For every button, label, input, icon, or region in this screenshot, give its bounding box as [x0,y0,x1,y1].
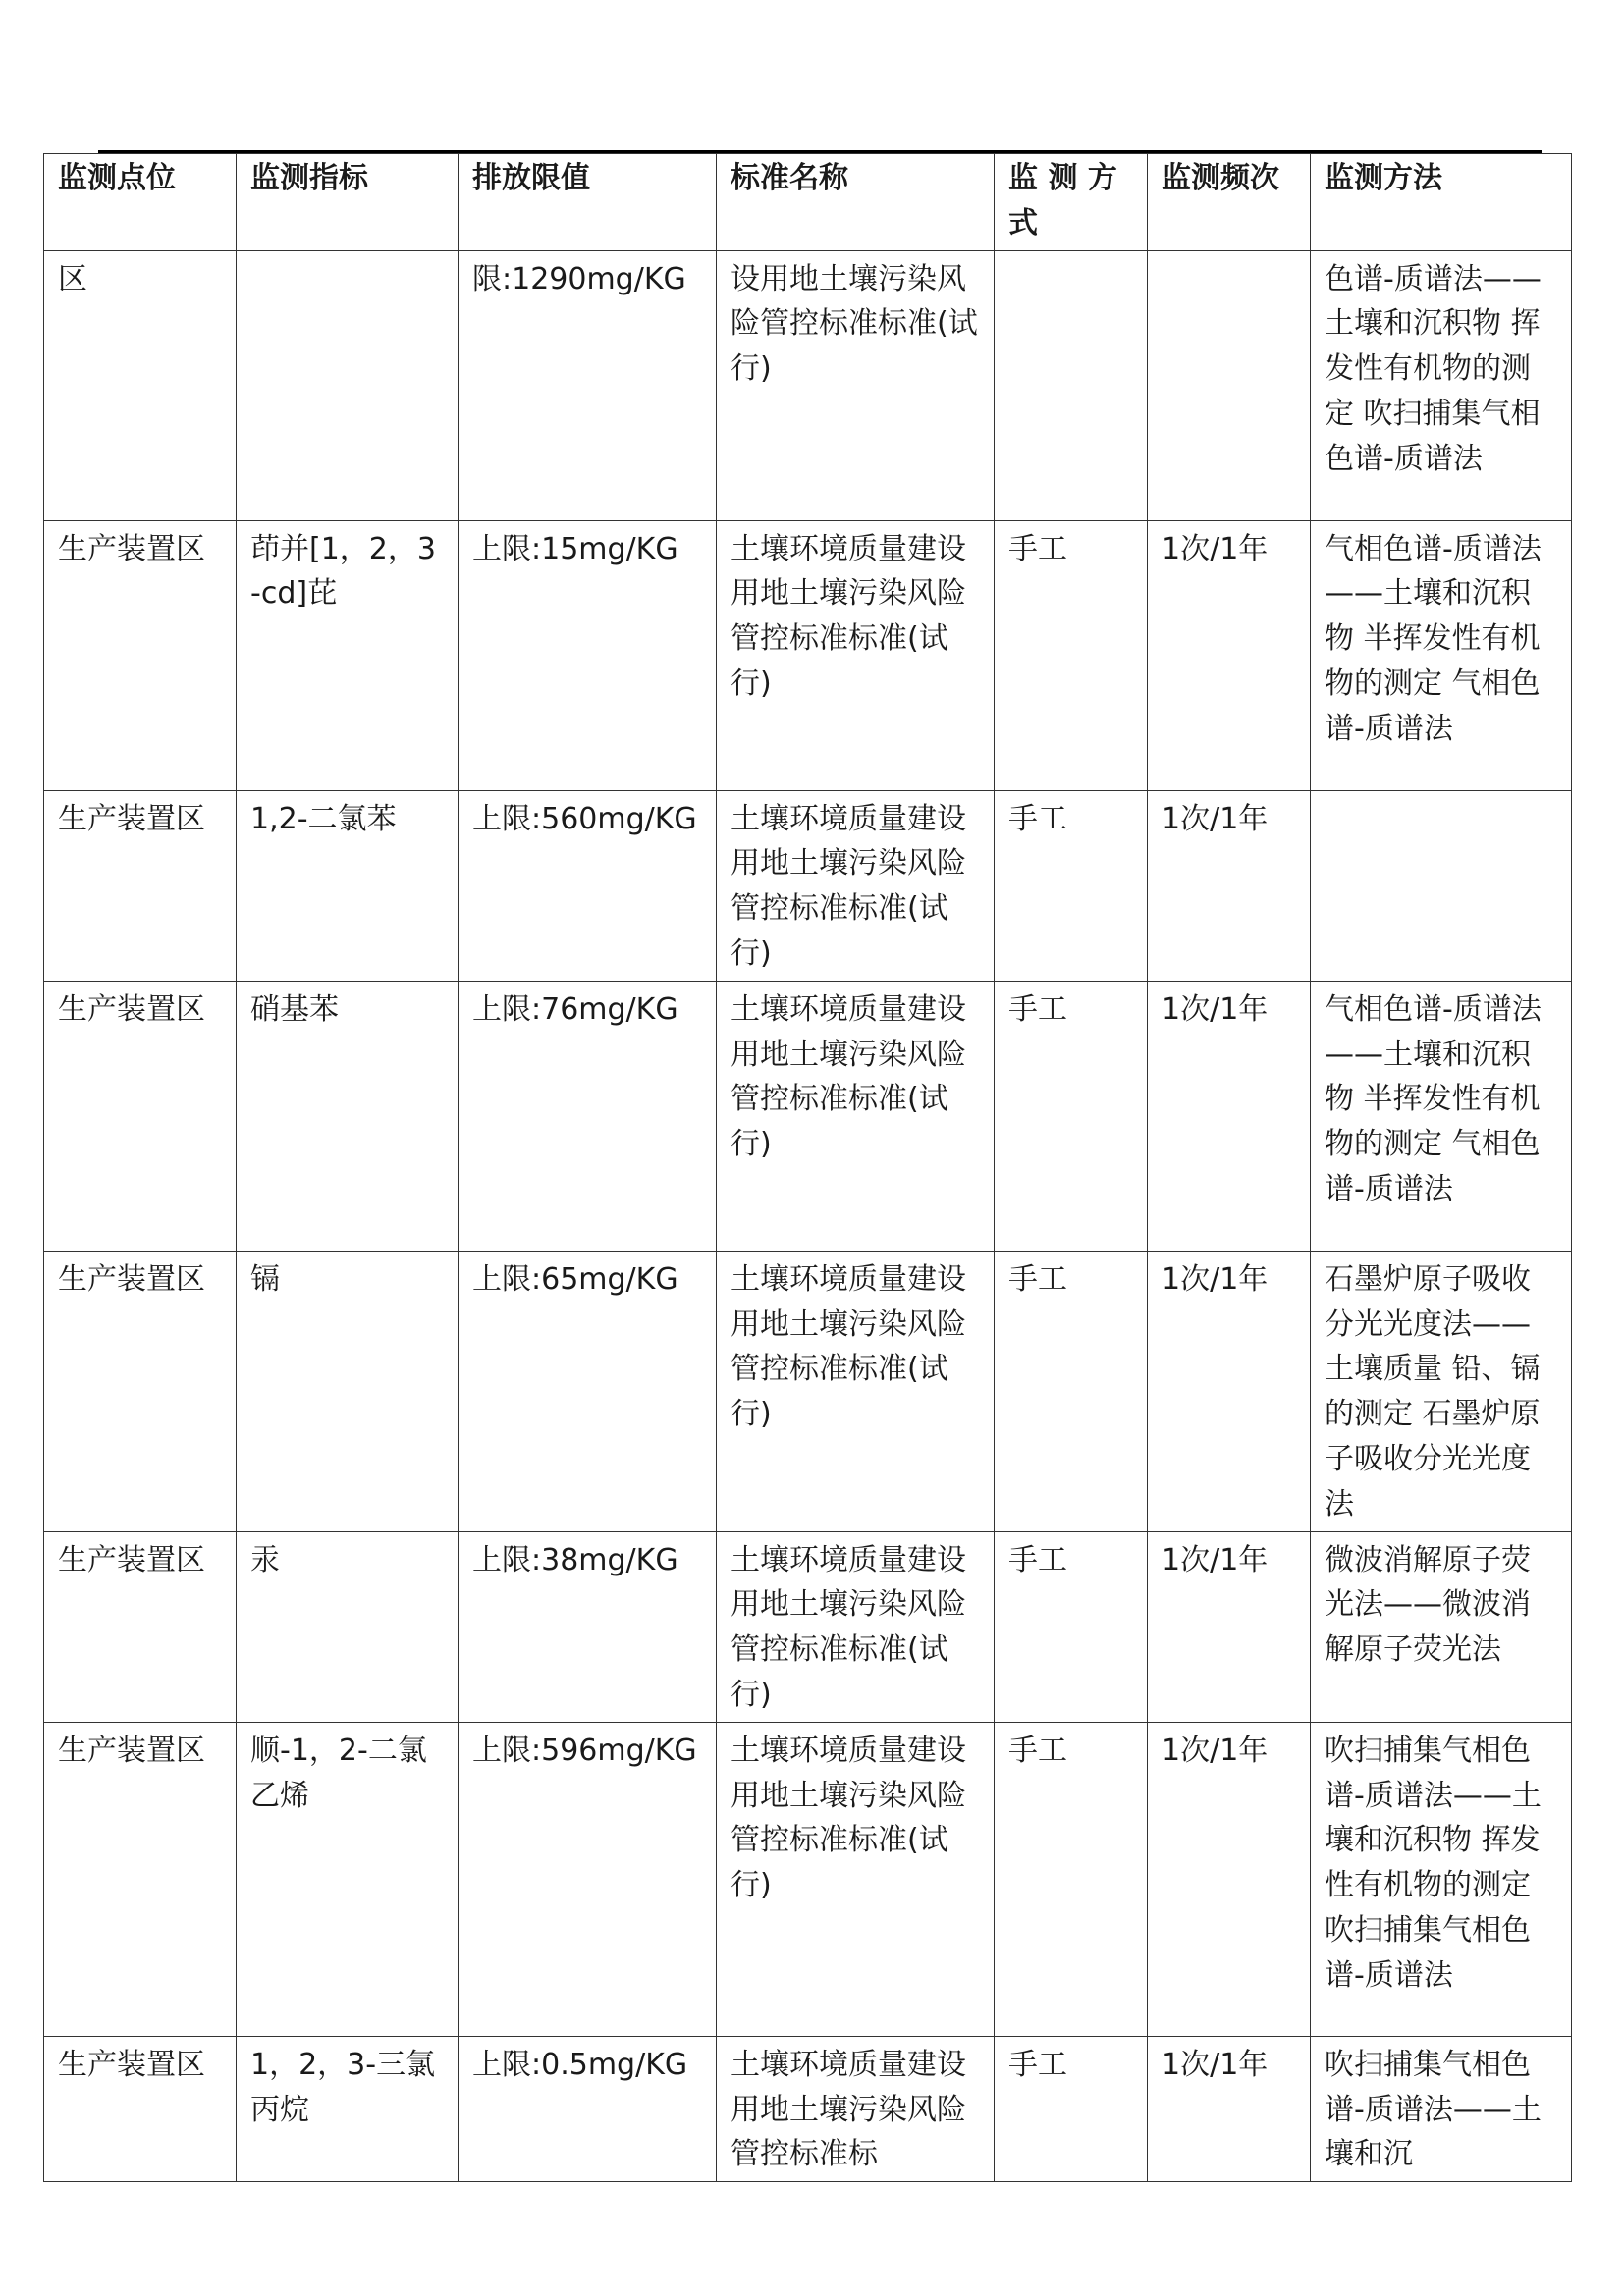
header-standard-name: 标准名称 [717,154,995,251]
cell-frequency: 1次/1年 [1148,790,1311,981]
cell-method [1311,790,1572,981]
cell-limit: 限:1290mg/KG [459,250,717,520]
cell-index: 硝基苯 [237,981,459,1251]
cell-frequency: 1次/1年 [1148,1251,1311,1531]
cell-point: 生产装置区 [44,2036,237,2181]
table-row [44,1531,1572,1722]
cell-standard: 土壤环境质量建设用地土壤污染风险管控标准标 [717,2036,995,2181]
cell-mode: 手工 [995,1531,1148,1722]
cell-frequency: 1次/1年 [1148,2036,1311,2181]
cell-method: 吹扫捕集气相色谱-质谱法——土壤和沉 [1311,2036,1572,2181]
table-row [44,790,1572,981]
cell-index: 1，2，3-三氯丙烷 [237,2036,459,2181]
header-row [44,154,1572,251]
table-row [44,1722,1572,2036]
cell-frequency: 1次/1年 [1148,981,1311,1251]
cell-mode: 手工 [995,520,1148,790]
table-row [44,1251,1572,1531]
header-monitoring-mode: 监 测 方式 [995,154,1148,251]
cell-index [237,250,459,520]
cell-point: 区 [44,250,237,520]
table-header [44,154,1572,251]
cell-point: 生产装置区 [44,981,237,1251]
cell-point: 生产装置区 [44,520,237,790]
header-emission-limit: 排放限值 [459,154,717,251]
cell-point: 生产装置区 [44,1722,237,2036]
cell-index: 镉 [237,1251,459,1531]
cell-point: 生产装置区 [44,1531,237,1722]
cell-frequency: 1次/1年 [1148,1722,1311,2036]
cell-mode: 手工 [995,1722,1148,2036]
cell-mode: 手工 [995,981,1148,1251]
table-row [44,250,1572,520]
cell-standard: 土壤环境质量建设用地土壤污染风险管控标准标准(试行) [717,520,995,790]
table-body [44,250,1572,2182]
cell-limit: 上限:0.5mg/KG [459,2036,717,2181]
header-monitoring-index: 监测指标 [237,154,459,251]
cell-point: 生产装置区 [44,1251,237,1531]
cell-index: 顺-1，2-二氯乙烯 [237,1722,459,2036]
cell-method: 微波消解原子荧光法——微波消解原子荧光法 [1311,1531,1572,1722]
header-monitoring-point: 监测点位 [44,154,237,251]
monitoring-table [43,153,1572,2182]
cell-method: 气相色谱-质谱法——土壤和沉积物 半挥发性有机物的测定 气相色谱-质谱法 [1311,520,1572,790]
table-row [44,2036,1572,2181]
cell-method: 石墨炉原子吸收分光光度法——土壤质量 铅、镉的测定 石墨炉原子吸收分光光度法 [1311,1251,1572,1531]
cell-method: 吹扫捕集气相色谱-质谱法——土壤和沉积物 挥发性有机物的测定 吹扫捕集气相色谱-质谱法 [1311,1722,1572,2036]
cell-standard: 土壤环境质量建设用地土壤污染风险管控标准标准(试行) [717,790,995,981]
header-monitoring-method: 监测方法 [1311,154,1572,251]
cell-limit: 上限:560mg/KG [459,790,717,981]
cell-limit: 上限:76mg/KG [459,981,717,1251]
cell-limit: 上限:65mg/KG [459,1251,717,1531]
header-monitoring-frequency: 监测频次 [1148,154,1311,251]
table-row [44,981,1572,1251]
cell-method: 气相色谱-质谱法——土壤和沉积物 半挥发性有机物的测定 气相色谱-质谱法 [1311,981,1572,1251]
cell-method: 色谱-质谱法——土壤和沉积物 挥发性有机物的测定 吹扫捕集气相色谱-质谱法 [1311,250,1572,520]
cell-frequency: 1次/1年 [1148,1531,1311,1722]
cell-limit: 上限:38mg/KG [459,1531,717,1722]
cell-limit: 上限:596mg/KG [459,1722,717,2036]
cell-frequency [1148,250,1311,520]
cell-mode: 手工 [995,2036,1148,2181]
cell-mode: 手工 [995,790,1148,981]
cell-standard: 设用地土壤污染风险管控标准标准(试行) [717,250,995,520]
cell-index: 1,2-二氯苯 [237,790,459,981]
cell-index: 茚并[1，2，3-cd]芘 [237,520,459,790]
cell-standard: 土壤环境质量建设用地土壤污染风险管控标准标准(试行) [717,1722,995,2036]
cell-frequency: 1次/1年 [1148,520,1311,790]
cell-mode [995,250,1148,520]
table-row [44,520,1572,790]
cell-mode: 手工 [995,1251,1148,1531]
cell-limit: 上限:15mg/KG [459,520,717,790]
cell-point: 生产装置区 [44,790,237,981]
cell-standard: 土壤环境质量建设用地土壤污染风险管控标准标准(试行) [717,1531,995,1722]
cell-standard: 土壤环境质量建设用地土壤污染风险管控标准标准(试行) [717,1251,995,1531]
cell-standard: 土壤环境质量建设用地土壤污染风险管控标准标准(试行) [717,981,995,1251]
cell-index: 汞 [237,1531,459,1722]
